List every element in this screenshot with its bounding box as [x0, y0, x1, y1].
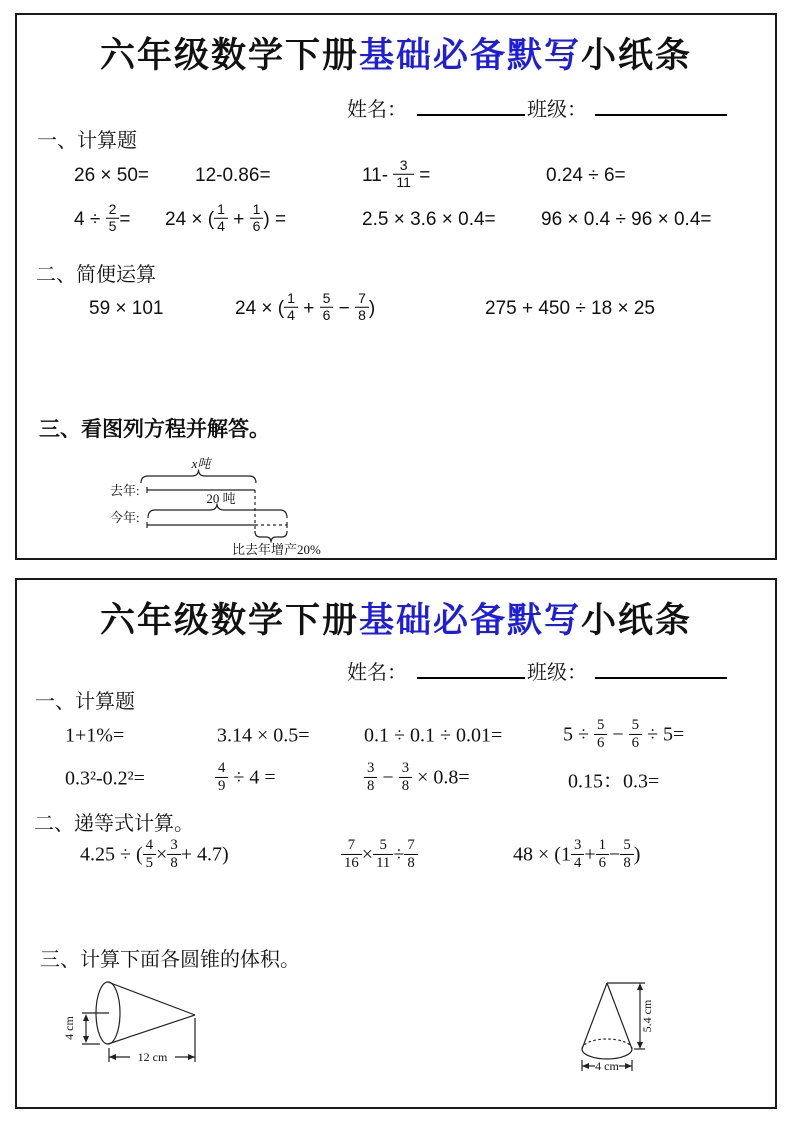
problem-p1-1-1: 26 × 50= [74, 165, 150, 186]
expr-text: 11- [362, 165, 394, 187]
fraction-numerator: 7 [358, 289, 366, 306]
expr-text: ÷ 4 = [228, 766, 276, 789]
fraction [284, 291, 298, 324]
arrowhead [109, 1054, 116, 1060]
diagram-label-increase: 比去年增产20% [232, 542, 321, 557]
fraction-denominator: 6 [320, 307, 334, 324]
arrowhead [637, 983, 643, 990]
problem-p2-s2-2 [341, 836, 418, 873]
fraction [250, 202, 264, 235]
problem-p1-s2-3: 275 + 450 ÷ 18 × 25 [485, 298, 655, 319]
expr-text: 24 × ( [235, 298, 285, 320]
expr-text: = [413, 165, 431, 187]
expr-text: ) [633, 843, 641, 866]
diagram-label-this-year: 今年: [110, 510, 140, 525]
cone-edge [582, 983, 607, 1049]
section-3-heading: 三、计算下面各圆锥的体积。 [40, 949, 300, 971]
expr-text: ÷ [393, 843, 405, 866]
cone2-diameter-label: 4 cm [595, 1059, 619, 1073]
fraction-denominator: 16 [341, 854, 362, 872]
problem-p2-s2-1 [80, 836, 229, 873]
class-blank [595, 98, 727, 116]
expr-text: 24 × ( [165, 209, 215, 231]
section-3-heading: 三、看图列方程并解答。 [39, 418, 270, 441]
problem-p1-1-3 [362, 156, 431, 193]
fraction-numerator: 3 [170, 836, 178, 853]
expr-text: × 0.8= [412, 766, 470, 789]
fraction-denominator: 4 [284, 307, 298, 324]
fraction-numerator: 1 [598, 836, 607, 853]
fraction [399, 760, 412, 794]
title-pre: 六年级数学下册 [99, 601, 359, 640]
fraction-numerator: 1 [217, 200, 225, 217]
fraction-denominator: 6 [250, 218, 264, 235]
expr-text: + 4.7) [180, 843, 229, 866]
section-2-heading: 二、递等式计算。 [34, 813, 194, 835]
fraction-numerator: 4 [145, 836, 154, 853]
diagram-label-20-tons: 20 吨 [206, 491, 236, 506]
name-blank [417, 661, 525, 679]
fraction-denominator: 6 [594, 734, 607, 752]
expr-text: 4.25 ÷ ( [80, 843, 143, 866]
problem-p1-2-3: 2.5 × 3.6 × 0.4= [362, 209, 496, 230]
problem-p1-2-1 [74, 200, 131, 237]
fraction-numerator: 3 [401, 759, 410, 776]
fraction [571, 837, 584, 871]
bar-model-diagram [102, 452, 372, 564]
fraction-denominator: 6 [629, 734, 642, 752]
expr-text: − [377, 766, 399, 789]
section-1-heading: 一、计算题 [35, 691, 135, 713]
cone-diagram-horizontal [42, 970, 222, 1085]
diagram-label-x-tons: x吨 [191, 456, 211, 471]
worksheet-page-2 [15, 578, 777, 1109]
problem-p2-2-4: 0.15：0.3= [568, 770, 660, 793]
fraction-numerator: 4 [218, 759, 226, 776]
class-label: 班级： [527, 99, 587, 121]
fraction [143, 837, 156, 871]
name-label: 姓名： [347, 662, 407, 684]
cone-edge [108, 982, 195, 1015]
arrowhead [625, 1063, 632, 1069]
fraction-denominator: 11 [373, 854, 393, 872]
fraction [373, 837, 393, 871]
fraction-denominator: 9 [215, 777, 228, 795]
name-class-line [347, 93, 727, 122]
fraction-denominator: 8 [167, 854, 180, 872]
fraction-denominator: 11 [393, 174, 414, 191]
fraction [214, 202, 228, 235]
expr-text: × [156, 843, 168, 866]
cone-base-front [582, 1049, 632, 1059]
fraction [629, 717, 642, 751]
section-2-heading: 二、简便运算 [36, 264, 156, 286]
fraction-numerator: 3 [399, 156, 408, 173]
fraction [364, 760, 377, 794]
problem-p2-2-3 [364, 759, 470, 796]
problem-p2-2-1: 0.3²-0.2²= [65, 767, 145, 790]
problem-p2-s2-3 [513, 836, 641, 873]
problem-p2-1-4 [563, 716, 685, 753]
expr-text: × [361, 843, 374, 866]
fraction-denominator: 6 [596, 854, 609, 872]
fraction-numerator: 5 [379, 836, 387, 853]
expr-text: + [227, 209, 250, 231]
fraction-numerator: 5 [322, 289, 331, 306]
fraction-denominator: 5 [143, 854, 156, 872]
fraction-denominator: 8 [620, 854, 633, 872]
expr-text: + [297, 298, 320, 320]
title-pre: 六年级数学下册 [99, 36, 359, 75]
fraction-numerator: 5 [596, 716, 605, 733]
fraction-numerator: 2 [108, 200, 117, 217]
worksheet-page-1 [15, 13, 777, 560]
problem-p1-2-2 [165, 200, 287, 237]
arrowhead [83, 1014, 89, 1021]
fraction-numerator: 3 [573, 836, 582, 853]
problem-p2-1-2: 3.14 × 0.5= [217, 724, 310, 747]
expr-text: − [607, 723, 629, 746]
cone-diagram-upright [565, 970, 680, 1085]
brace-this-year [148, 504, 287, 519]
fraction [393, 158, 414, 191]
fraction-denominator: 8 [364, 777, 377, 795]
cone-edge [108, 1015, 195, 1044]
name-blank [417, 98, 525, 116]
fraction-numerator: 1 [287, 289, 295, 306]
cone-base-back [582, 1039, 632, 1049]
page-title [17, 28, 775, 78]
arrowhead [83, 1036, 89, 1043]
expr-text: ) = [263, 209, 287, 231]
problem-p1-s2-1: 59 × 101 [89, 298, 164, 319]
fraction-numerator: 7 [407, 836, 415, 853]
expr-text: − [609, 843, 621, 866]
fraction-denominator: 4 [571, 854, 584, 872]
fraction [106, 202, 120, 235]
title-highlight: 基础必备默写 [358, 601, 581, 640]
problem-p1-1-2: 12-0.86= [195, 165, 271, 186]
class-label: 班级： [527, 662, 587, 684]
arrowhead [188, 1054, 195, 1060]
arrowhead [637, 1042, 643, 1049]
fraction [320, 291, 334, 324]
expr-text: = [119, 209, 131, 231]
cone1-radius-label: 4 cm [62, 1016, 76, 1040]
fraction-denominator: 8 [404, 854, 417, 872]
problem-p1-2-4: 96 × 0.4 ÷ 96 × 0.4= [541, 209, 712, 230]
fraction-numerator: 3 [367, 759, 375, 776]
fraction [167, 837, 180, 871]
section-1-heading: 一、计算题 [37, 130, 137, 152]
fraction-denominator: 8 [355, 307, 369, 324]
expr-text: ÷ 5= [642, 723, 685, 746]
expr-text: + [584, 843, 596, 866]
fraction [620, 837, 633, 871]
problem-p2-1-3: 0.1 ÷ 0.1 ÷ 0.01= [364, 724, 503, 747]
fraction [594, 717, 607, 751]
title-post: 小纸条 [581, 36, 693, 75]
fraction [596, 837, 609, 871]
class-blank [595, 661, 727, 679]
fraction-denominator: 8 [399, 777, 412, 795]
expr-text: − [333, 298, 356, 320]
fraction-numerator: 5 [631, 716, 640, 733]
problem-p1-s2-2 [235, 289, 376, 326]
expr-text: 5 ÷ [563, 723, 594, 746]
problem-p2-2-2 [215, 759, 276, 796]
title-post: 小纸条 [581, 601, 693, 640]
fraction-denominator: 4 [214, 218, 228, 235]
problem-p1-1-4: 0.24 ÷ 6= [546, 165, 626, 186]
brace-top [141, 470, 256, 484]
cone1-height-label: 12 cm [137, 1050, 168, 1064]
name-class-line [347, 656, 727, 685]
arrowhead [582, 1063, 589, 1069]
fraction-numerator: 7 [347, 836, 356, 853]
title-highlight: 基础必备默写 [358, 36, 581, 75]
cone2-height-label: 5.4 cm [640, 999, 654, 1033]
expr-text: 4 ÷ [74, 209, 106, 231]
fraction [355, 291, 369, 324]
page-title [17, 593, 775, 643]
problem-p2-1-1: 1+1%= [65, 724, 125, 747]
fraction [341, 837, 362, 871]
fraction-numerator: 1 [252, 200, 261, 217]
expr-text: ) [368, 298, 376, 320]
fraction [215, 760, 228, 794]
fraction-numerator: 5 [623, 836, 631, 853]
name-label: 姓名： [347, 99, 407, 121]
expr-text: 48 × (1 [513, 843, 571, 866]
diagram-label-last-year: 去年: [110, 483, 140, 498]
brace-increase [255, 531, 287, 543]
fraction [404, 837, 417, 871]
fraction-denominator: 5 [106, 218, 120, 235]
